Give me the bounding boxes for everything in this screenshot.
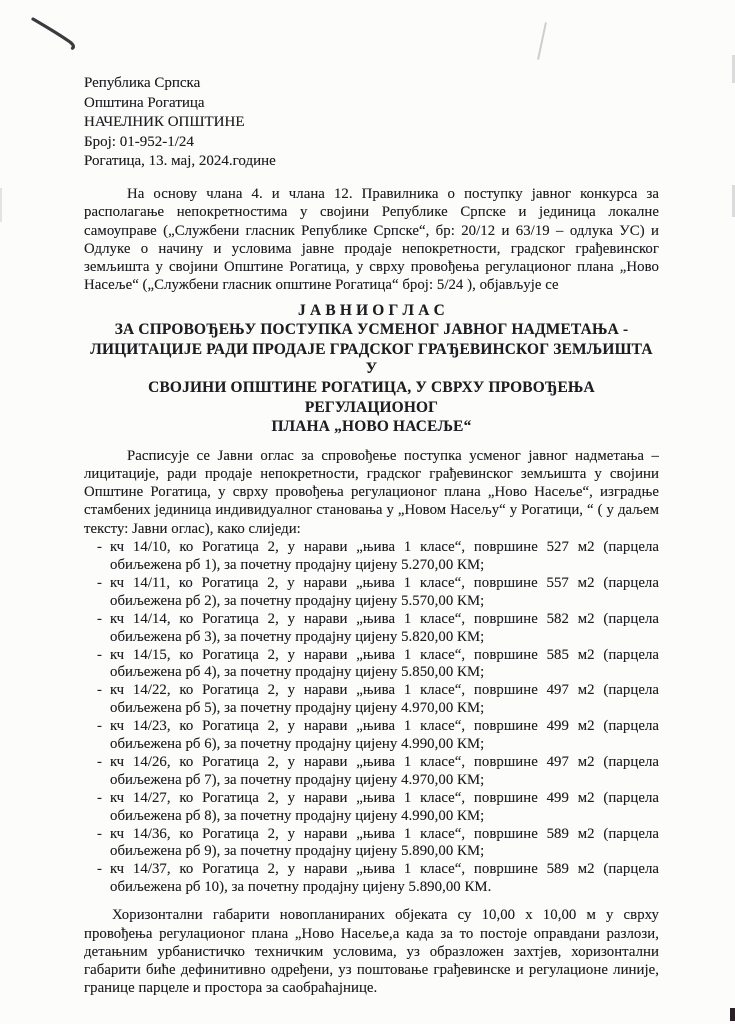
parcel-item <box>84 718 659 754</box>
parcel-item-text: кч 14/26, ко Рогатица 2, у нарави „њива 1 класе“, површине 497 м2 (парцела обиљежена рб 7), за почетну продајну цијену 4.970,00 КМ; <box>110 753 659 788</box>
parcel-item <box>84 790 659 826</box>
dash-marker: - <box>97 753 102 770</box>
parcel-item <box>84 647 659 683</box>
parcel-item-text: кч 14/23, ко Рогатица 2, у нарави „њива 1 класе“, површине 499 м2 (парцела обиљежена рб 6), за почетну продајну цијену 4.990,00 КМ; <box>110 718 659 753</box>
parcel-item <box>84 754 659 790</box>
dash-marker: - <box>97 574 102 591</box>
parcel-item-text: кч 14/27, ко Рогатица 2, у нарави „њива 1 класе“, површине 499 м2 (парцела обиљежена рб 8), за почетну продајну цијену 4.990,00 КМ; <box>110 789 659 824</box>
parcel-item-text: кч 14/37, ко Рогатица 2, у нарави „њива 1 класе“, површине 589 м2 (парцела обиљежена рб 10), за почетну продајну цијену 5.890,00 КМ. <box>110 861 659 896</box>
parcel-item <box>84 861 659 897</box>
document-title <box>84 301 659 437</box>
dash-marker: - <box>97 646 102 663</box>
dash-marker: - <box>97 610 102 627</box>
scan-scratch-mark <box>537 22 546 59</box>
document-header <box>84 74 659 172</box>
header-office: НАЧЕЛНИК ОПШТИНЕ <box>84 114 245 131</box>
header-reference-number: Број: 01-952-1/24 <box>84 133 194 150</box>
title-line: ПЛАНА „НОВО НАСЕЉЕ“ <box>271 418 472 436</box>
parcel-item <box>84 826 659 862</box>
header-municipality: Општина Рогатица <box>84 94 205 111</box>
title-line: ЛИЦИТАЦИЈЕ РАДИ ПРОДАЈЕ ГРАДСКОГ ГРАЂЕВИНСКОГ ЗЕМЉИШТА У <box>90 340 653 377</box>
document-content <box>84 74 659 998</box>
dash-marker: - <box>97 825 102 842</box>
dash-marker: - <box>97 682 102 699</box>
parcel-list <box>84 539 659 897</box>
dash-marker: - <box>97 718 102 735</box>
scan-edge-artifact <box>0 188 2 222</box>
scan-corner-speck <box>730 1008 735 1021</box>
parcel-item-text: кч 14/22, ко Рогатица 2, у нарави „њива 1 класе“, површине 497 м2 (парцела обиљежена рб 5), за почетну продајну цијену 4.970,00 КМ; <box>110 682 659 717</box>
parcel-item-text: кч 14/36, ко Рогатица 2, у нарави „њива 1 класе“, површине 589 м2 (парцела обиљежена рб 9), за почетну продајну цијену 5.890,00 КМ; <box>110 825 659 860</box>
title-line: СВОЈИНИ ОПШТИНЕ РОГАТИЦА, У СВРХУ ПРОВОЂЕЊА РЕГУЛАЦИОНОГ <box>148 379 595 416</box>
announcement-paragraph: Расписује се Јавни оглас за спровођење поступка усменог јавног надметања – лицитације, ради продаје непокретности, градског грађевинског земљишта у својини Општине Рогатица, у сврху провођења регулационог плана „Ново Насеље“, изградње стамбених јединица индивидуалног становања у „Новом Насељу“ у Рогатици, “ ( у даљем тексту: Јавни оглас), како слиједи: <box>84 447 659 537</box>
parcel-item-text: кч 14/11, ко Рогатица 2, у нарави „њива 1 класе“, површине 557 м2 (парцела обиљежена рб 2), за почетну продајну цијену 5.570,00 КМ; <box>110 574 659 609</box>
closing-paragraph: Хоризонтални габарити новопланираних објеката су 10,00 х 10,00 м у сврху провођења регулационог плана „Ново Насеље,а када за то постоје оправдани разлози, детањним урбанистичко техничким условима, уз образложен захтјев, хоризонтални габарити биће дефинитивно одређени, уз поштовање грађевинске и регулационе линије, границе парцеле и простора за саобраћајнице. <box>84 907 659 997</box>
dash-marker: - <box>97 789 102 806</box>
dash-marker: - <box>97 861 102 878</box>
title-line: ЗА СПРОВОЂЕЊУ ПОСТУПКА УСМЕНОГ ЈАВНОГ НАДМЕТАЊА - <box>114 321 629 339</box>
parcel-item <box>84 682 659 718</box>
parcel-item-text: кч 14/14, ко Рогатица 2, у нарави „њива 1 класе“, површине 582 м2 (парцела обиљежена рб 3), за почетну продајну цијену 5.820,00 КМ; <box>110 610 659 645</box>
dash-marker: - <box>97 539 102 556</box>
header-place-date: Рогатица, 13. мај, 2024.године <box>84 153 276 170</box>
parcel-item-text: кч 14/10, ко Рогатица 2, у нарави „њива 1 класе“, површине 527 м2 (парцела обиљежена рб 1), за почетну продајну цијену 5.270,00 КМ; <box>110 539 659 573</box>
parcel-item <box>84 611 659 647</box>
pen-stroke-mark-icon <box>0 0 120 70</box>
intro-paragraph: На основу члана 4. и члана 12. Правилника о поступку јавног конкурса за располагање непокретностима у својини Републике Српске и јединица локалне самоуправе („Службени гласник Републике Српске“, бр: 20/12 и 63/19 – одлука УС) и Одлуке о начину и условима јавне продаје непокретности, градског грађевинског земљишта у својини Општине Рогатица, у сврху провођења регулационог плана „Ново Насеље“ („Службени гласник општине Рогатица“ број: 5/24 ), објављује се <box>84 185 659 294</box>
header-republic: Република Српска <box>84 75 201 91</box>
title-main: Ј А В Н И О Г Л А С <box>298 301 445 319</box>
parcel-item <box>84 539 659 575</box>
parcel-item <box>84 575 659 611</box>
parcel-item-text: кч 14/15, ко Рогатица 2, у нарави „њива 1 класе“, површине 585 м2 (парцела обиљежена рб 4), за почетну продајну цијену 5.850,00 КМ; <box>110 646 659 681</box>
